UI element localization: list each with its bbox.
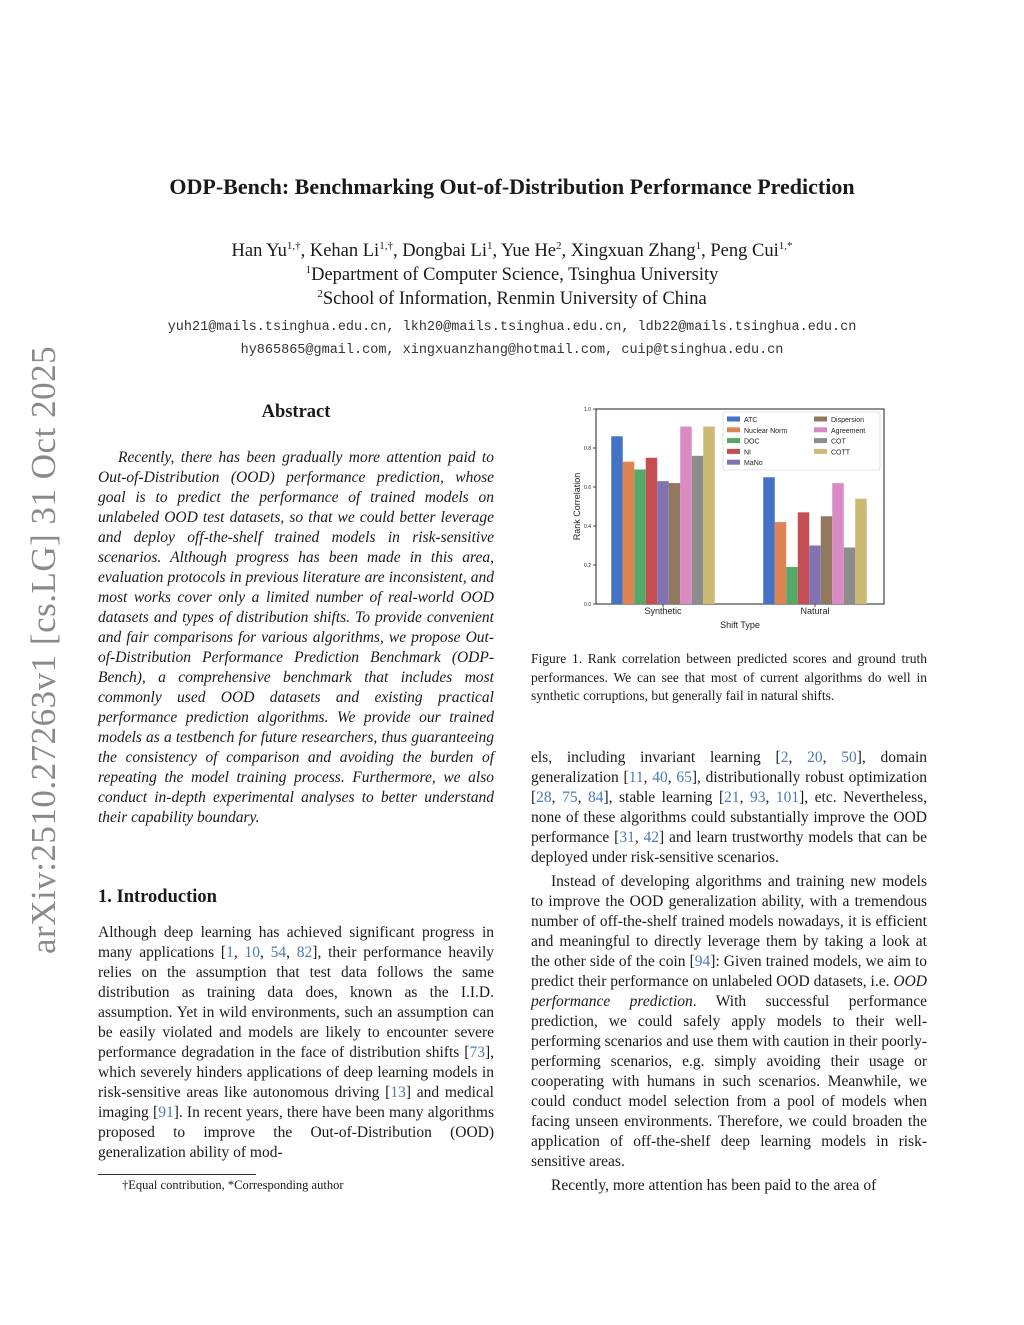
author-block <box>0 239 1024 311</box>
citation-link[interactable]: 91 <box>158 1104 174 1121</box>
bar-dispersion <box>821 516 833 604</box>
author-affiliation-sup: 1 <box>486 240 493 252</box>
legend-label: COTT <box>831 449 851 457</box>
y-tick-label: 0.2 <box>584 563 591 569</box>
legend-label: COT <box>831 438 846 446</box>
citation-link[interactable]: 28 <box>536 789 552 806</box>
bar-mano <box>657 481 669 604</box>
author-affiliation-sup: 1,* <box>778 240 793 252</box>
bar-ni <box>798 512 810 604</box>
bar-cot <box>844 547 856 604</box>
paper-title: ODP-Bench: Benchmarking Out-of-Distribution Performance Prediction <box>169 174 855 199</box>
intro-paragraph-1: Although deep learning has achieved significant progress in many applications [1, 10, 54, 82], their performance heavily relies on the assumption that test data follows the same distribution as training data does, known as the I.I.D. assumption. Yet in wild environments, such an assumption can be easily violated and models are likely to encounter severe performance degradation in the face of distribution shifts [73], which severely hinders applications of deep learning models in risk-sensitive areas like autonomous driving [13] and medical imaging [91]. In recent years, there have been many algorithms proposed to improve the Out-of-Distribution (OOD) generalization ability of mod- <box>98 924 494 1161</box>
bar-cott <box>855 499 867 604</box>
y-axis-label: Rank Correlation <box>572 472 582 541</box>
legend-label: Dispersion <box>831 417 865 424</box>
author-name: Dongbai Li <box>402 241 487 261</box>
citation-link[interactable]: 13 <box>390 1084 406 1101</box>
citation-link[interactable]: 54 <box>270 944 287 961</box>
citation-link[interactable]: 31 <box>619 829 635 846</box>
affiliation-1-sup: 1 <box>305 264 312 276</box>
citation-link[interactable]: 40 <box>652 769 668 786</box>
intro-heading: 1. Introduction <box>98 887 217 907</box>
right-column-text <box>531 748 927 1200</box>
email-block <box>0 316 1024 362</box>
citation-link[interactable]: 11 <box>628 769 644 786</box>
citation-link[interactable]: 1 <box>226 944 234 961</box>
author-name: Peng Cui <box>710 241 779 261</box>
bar-chart <box>568 403 890 633</box>
legend-swatch <box>814 417 827 422</box>
bar-doc <box>786 567 798 604</box>
legend-label: Agreement <box>831 427 866 435</box>
legend-label: DOC <box>744 438 760 446</box>
citation-link[interactable]: 82 <box>296 944 313 961</box>
citation-link[interactable]: 42 <box>643 829 660 846</box>
affiliation-1 <box>0 263 1024 287</box>
affiliation-2-name: School of Information, Renmin University of China <box>322 289 707 309</box>
legend-label: NI <box>744 449 751 457</box>
author-affiliation-sup: 2 <box>556 240 562 252</box>
x-tick-label: Natural <box>800 606 830 616</box>
citation-link[interactable]: 93 <box>750 789 766 806</box>
abstract-text: Recently, there has been gradually more attention paid to Out-of-Distribution (OOD) performance prediction, whose goal is to predict the performance of trained models on unlabeled OOD test datasets, so that we could better leverage and deploy off-the-shelf trained models in risk-sensitive scenarios. Although progress has been made in this area, evaluation protocols in previous literature are inconsistent, and most works cover only a limited number of real-world OOD datasets and types of distribution shifts. To provide convenient and fair comparisons for various algorithms, we propose Out-of-Distribution Performance Prediction Benchmark (ODP-Bench), a comprehensive benchmark that includes most commonly used OOD datasets and existing practical performance prediction algorithms. We provide our trained models as a testbench for future researchers, thus guaranteeing the consistency of comparison and avoiding the burden of repeating the model training process. Furthermore, we also conduct in-depth experimental analyses to better understand their capability boundary. <box>98 449 494 826</box>
citation-link[interactable]: 20 <box>807 749 823 766</box>
author-name: Kehan Li <box>309 241 380 261</box>
citation-link[interactable]: 84 <box>587 789 604 806</box>
figure-caption: Figure 1. Rank correlation between predicted scores and ground truth performances. We can see that most of current algorithms do well in synthetic corruptions, but generally fail in natural shifts. <box>531 651 927 703</box>
y-tick-label: 0.4 <box>584 524 591 530</box>
x-axis-label: Shift Type <box>720 620 760 630</box>
citation-link[interactable]: 50 <box>841 749 857 766</box>
legend-swatch <box>727 460 740 465</box>
bar-doc <box>634 469 646 604</box>
legend-swatch <box>727 417 740 422</box>
legend-label: MaNo <box>744 460 763 468</box>
citation-link[interactable]: 101 <box>775 789 800 806</box>
citation-link[interactable]: 73 <box>469 1044 485 1061</box>
bar-atc <box>611 436 623 604</box>
y-tick-label: 0.0 <box>584 602 591 608</box>
footnote: †Equal contribution, *Corresponding author <box>122 1178 344 1192</box>
bar-atc <box>763 477 775 604</box>
legend-swatch <box>727 449 740 454</box>
bar-cott <box>703 427 715 604</box>
author-name: Han Yu <box>231 241 287 261</box>
legend-swatch <box>814 449 827 454</box>
abstract-heading: Abstract <box>261 402 331 422</box>
y-tick-label: 1.0 <box>584 407 591 413</box>
legend-swatch <box>814 438 827 443</box>
arxiv-identifier: arXiv:2510.27263v1 [cs.LG] 31 Oct 2025 <box>24 345 63 954</box>
legend-swatch <box>814 427 827 432</box>
legend-swatch <box>727 438 740 443</box>
legend-label: ATC <box>744 417 758 424</box>
emphasis-text: OOD performance prediction <box>531 973 927 1010</box>
email-line-2[interactable]: hy865865@gmail.com, xingxuanzhang@hotmail.com, cuip@tsinghua.edu.cn <box>240 343 784 358</box>
x-tick-label: Synthetic <box>644 606 682 616</box>
right-paragraph-1: els, including invariant learning [2, 20, 50], domain generalization [11, 40, 65], distributionally robust optimization [28, 75, 84], stable learning [21, 93, 101], etc. Nevertheless, none of these algorithms could substantially improve the OOD performance [31, 42] and learn trustworthy models that can be deployed under risk-sensitive scenarios. <box>531 749 928 866</box>
affiliation-2 <box>0 287 1024 311</box>
bar-nuclear-norm <box>775 522 787 604</box>
author-affiliation-sup: 1,† <box>379 240 393 252</box>
legend-swatch <box>727 427 740 432</box>
bar-dispersion <box>669 483 681 604</box>
bar-mano <box>809 546 821 605</box>
citation-link[interactable]: 75 <box>562 789 578 806</box>
author-affiliation-sup: 1,† <box>286 240 301 252</box>
bar-agreement <box>680 427 692 604</box>
author-list: Han $Yu^{1,\dagger}$, Kehan $Li^{1,\dagger}$, Dongbai Li$^1$, Yue He$^2$, Xingxuan Zhang$^1$, Peng Cui$^{1,*}$ <box>231 240 793 261</box>
figure-1-chart <box>568 403 890 638</box>
legend-label: Nuclear Norm <box>744 427 788 435</box>
bar-cot <box>692 456 704 604</box>
email-line-1[interactable]: yuh21@mails.tsinghua.edu.cn, lkh20@mails.tsinghua.edu.cn, ldb22@mails.tsinghua.edu.cn <box>167 320 857 335</box>
affiliation-1-name: Department of Computer Science, Tsinghua University <box>311 265 719 285</box>
intro-body <box>98 923 494 1163</box>
affiliation-2-sup: 2 <box>317 288 323 300</box>
bar-agreement <box>832 483 844 604</box>
right-paragraph-2: Instead of developing algorithms and training new models to improve the OOD generalization ability, with a tremendous number of off-the-shelf trained models nowadays, it is efficient and meaningful to directly leverage them by taking a look at the other side of the coin [94]: Given trained models, we aim to predict their performance on unlabeled OOD datasets, i.e. OOD performance prediction. With successful performance prediction, we could safely apply models to their well-performing scenarios and use them with caution in their poorly-performing scenarios, e.g. simply avoiding their usage or cooperating with humans in such scenarios. Meanwhile, we could conduct model selection from a pool of models when facing unseen environments. Therefore, we could broaden the application of off-the-shelf deep learning models in risk-sensitive areas. <box>531 873 928 1170</box>
author-affiliation-sup: 1 <box>695 240 702 252</box>
y-tick-label: 0.8 <box>584 446 591 452</box>
citation-link[interactable]: 94 <box>694 953 711 970</box>
citation-link[interactable]: 10 <box>244 944 260 961</box>
citation-link[interactable]: 21 <box>724 789 740 806</box>
citation-link[interactable]: 65 <box>676 769 692 786</box>
abstract-body <box>98 448 494 828</box>
author-name: Yue He <box>501 241 557 261</box>
author-name: Xingxuan Zhang <box>570 241 696 261</box>
citation-link[interactable]: 2 <box>780 749 789 766</box>
bar-ni <box>646 458 658 604</box>
right-paragraph-3: Recently, more attention has been paid to the area of <box>551 1177 877 1194</box>
y-tick-label: 0.6 <box>584 485 591 491</box>
footnote-rule <box>98 1174 256 1175</box>
bar-nuclear-norm <box>623 462 635 604</box>
